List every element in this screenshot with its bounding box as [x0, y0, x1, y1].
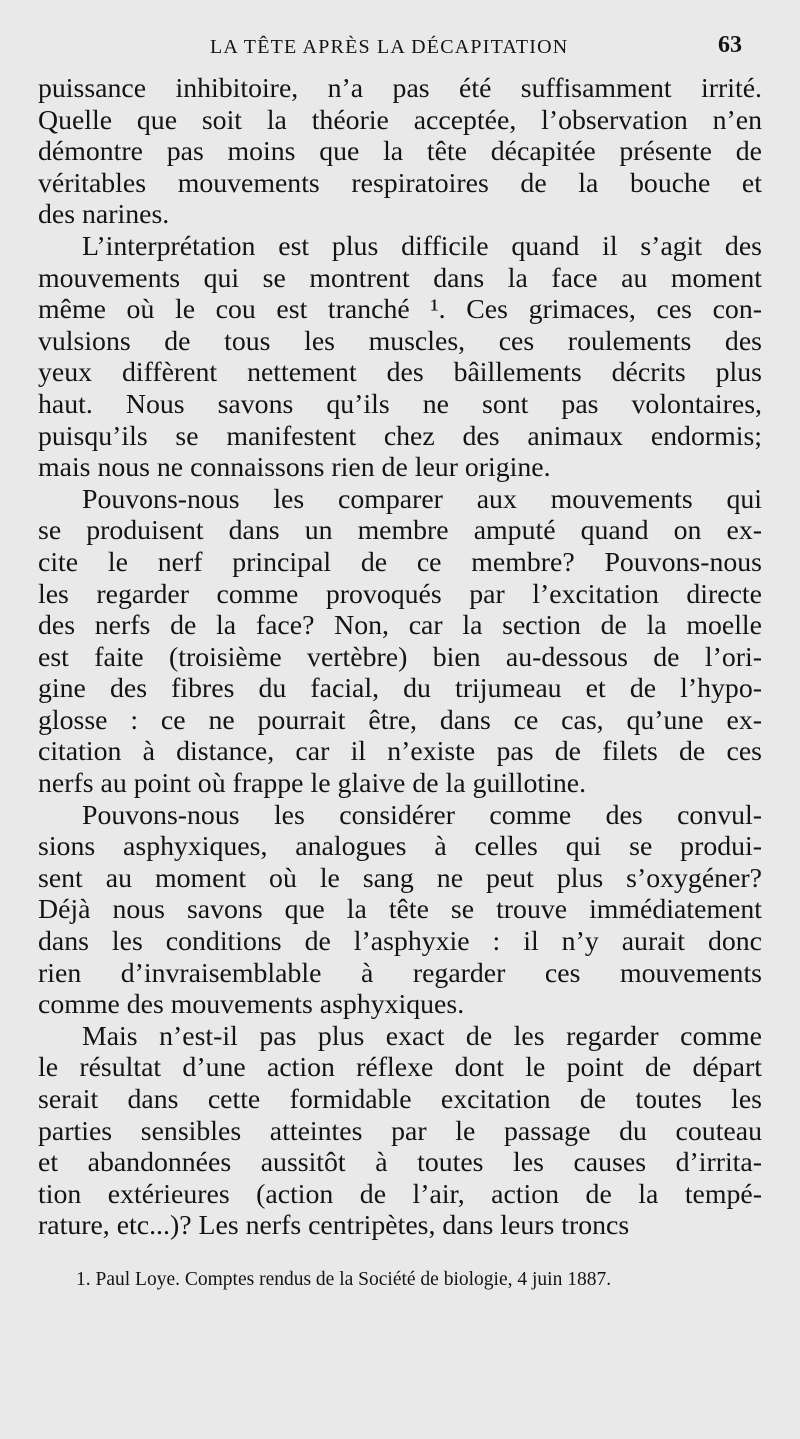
text-line: des narines. [38, 199, 170, 231]
text-line: véritables mouvements respiratoires de la bouche et [38, 167, 762, 199]
text-line: vulsions de tous les muscles, ces roulements des [38, 325, 762, 357]
text-line: glosse : ce ne pourrait être, dans ce cas, qu’une ex- [38, 704, 762, 736]
text-line: rature, etc...)? Les nerfs centripètes, dans leurs troncs [38, 1210, 630, 1242]
text-line: serait dans cette formidable excitation de toutes les [38, 1084, 762, 1115]
text-line: haut. Nous savons qu’ils ne sont pas volontaires, [38, 388, 762, 420]
text-line: comme des mouvements asphyxiques. [38, 989, 465, 1021]
text-line: Quelle que soit la théorie acceptée, l’observation n’en [38, 104, 762, 136]
text-line: des nerfs de la face? Non, car la section de la moelle [38, 610, 762, 642]
text-line: tion extérieures (action de l’air, action de la tempé- [38, 1178, 762, 1210]
text-line: puissance inhibitoire, n’a pas été suffisamment irrité. [38, 73, 762, 104]
paragraph [38, 800, 762, 1021]
paragraph [38, 231, 762, 484]
paragraph [38, 73, 762, 231]
text-line: démontre pas moins que la tête décapitée présente de [38, 136, 762, 168]
text-line: cite le nerf principal de ce membre? Pouvons-nous [38, 546, 762, 578]
text-line: citation à distance, car il n’existe pas de filets de ces [38, 736, 762, 768]
text-line: parties sensibles atteintes par le passage du couteau [38, 1115, 762, 1147]
text-line: et abandonnées aussitôt à toutes les causes d’irrita- [38, 1147, 762, 1179]
text-line: nerfs au point où frappe le glaive de la guillotine. [38, 768, 587, 800]
text-line: même où le cou est tranché ¹. Ces grimaces, ces con- [38, 294, 762, 326]
text-line: gine des fibres du facial, du trijumeau et de l’hypo- [38, 673, 762, 705]
text-line: Pouvons-nous les considérer comme des convul- [82, 799, 762, 831]
text-line: dans les conditions de l’asphyxie : il n’y aurait donc [38, 926, 762, 958]
text-line: Déjà nous savons que la tête se trouve immédiatement [38, 894, 762, 926]
text-line: mouvements qui se montrent dans la face au moment [38, 262, 762, 294]
text-line: L’interprétation est plus difficile quand il s’agit des [82, 230, 762, 262]
running-title: LA TÊTE APRÈS LA DÉCAPITATION [210, 36, 569, 58]
text-line: mais nous ne connaissons rien de leur origine. [38, 452, 551, 484]
text-line: rien d’invraisemblable à regarder ces mouvements [38, 957, 762, 989]
text-line: sent au moment où le sang ne peut plus s’oxygéner? [38, 862, 762, 894]
page-number: 63 [718, 32, 742, 58]
text-line: Mais n’est-il pas plus exact de les regarder comme [82, 1020, 762, 1052]
text-line: est faite (troisième vertèbre) bien au-dessous de l’ori- [38, 641, 762, 673]
footnote: 1. Paul Loye. Comptes rendus de la Société de biologie, 4 juin 1887. [76, 1269, 612, 1290]
paragraph [38, 1021, 762, 1242]
text-line: puisqu’ils se manifestent chez des animaux endormis; [38, 420, 762, 452]
text-line: sions asphyxiques, analogues à celles qui se produi- [38, 831, 762, 863]
text-line: Pouvons-nous les comparer aux mouvements qui [82, 483, 762, 515]
text-line: le résultat d’une action réflexe dont le point de départ [38, 1052, 762, 1084]
text-line: se produisent dans un membre amputé quand on ex- [38, 515, 762, 547]
body-text [38, 73, 762, 1242]
text-line: les regarder comme provoqués par l’excitation directe [38, 578, 762, 610]
text-line: yeux diffèrent nettement des bâillements décrits plus [38, 357, 762, 389]
page-header [0, 30, 800, 66]
paragraph [38, 484, 762, 800]
